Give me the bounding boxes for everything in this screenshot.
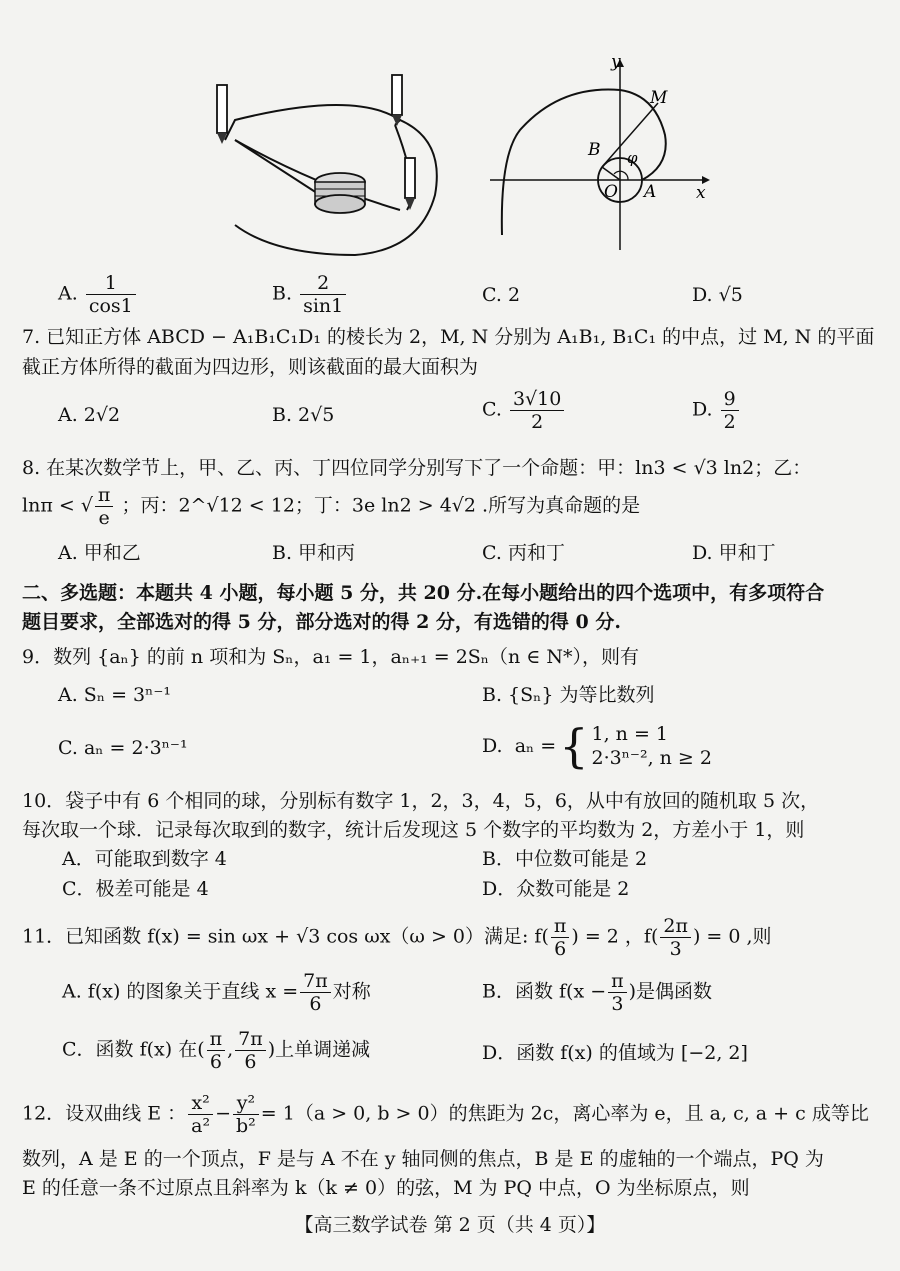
q7-option-a: A. 2√2 xyxy=(58,404,121,426)
q6-option-b: B. $\frac{2}{\sin 1}$ xyxy=(272,272,348,317)
pencil-icon xyxy=(392,75,402,126)
q8-line1: 8. 在某次数学节上，甲、乙、丙、丁四位同学分别写下了一个命题：甲：ln3 < √3 ln2；乙： xyxy=(22,457,812,479)
section2-heading-line1: 二、多选题：本题共 4 小题，每小题 5 分，共 20 分.在每小题给出的四个选项中，有多项符合 xyxy=(22,582,825,604)
q9-option-c: C. aₙ = 2·3ⁿ⁻¹ xyxy=(58,737,188,759)
q12-line1: 12．设双曲线 E ： $\frac{\text{x²}}{\text{a²}}$ − $\frac{\text{y²}}{\text{b²}}$ = 1（a > 0, b > 0）的焦距为 2c，离心率为 e，且 a, c, a + c 成等比 xyxy=(22,1092,869,1137)
label-B: B xyxy=(588,140,601,160)
q10-option-a: A．可能取到数字 4 xyxy=(62,848,227,870)
pencil-icon xyxy=(405,158,415,210)
q6-option-c: C. 2 xyxy=(482,284,521,306)
q9-stem: 9．数列 {aₙ} 的前 n 项和为 Sₙ，a₁ = 1，aₙ₊₁ = 2Sₙ（n ∈ N*），则有 xyxy=(22,646,640,668)
section2-heading-line2: 题目要求，全部选对的得 5 分，部分选对的得 2 分，有选错的得 0 分. xyxy=(22,611,621,633)
label-A: A xyxy=(644,182,657,202)
pencil-icon xyxy=(217,85,227,144)
q8-option-c: C. 丙和丁 xyxy=(482,542,565,564)
q12-line2: 数列，A 是 E 的一个顶点，F 是与 A 不在 y 轴同侧的焦点，B 是 E 的虚轴的一个端点，PQ 为 xyxy=(22,1148,824,1170)
q10-option-d: D．众数可能是 2 xyxy=(482,878,630,900)
q8-option-d: D. 甲和丁 xyxy=(692,542,776,564)
q6-option-d: D. √5 xyxy=(692,284,743,306)
q7-option-c: C. $\frac{3√10}{2}$ xyxy=(482,388,566,433)
q12-line3: E 的任意一条不过原点且斜率为 k（k ≠ 0）的弦，M 为 PQ 中点，O 为坐标原点，则 xyxy=(22,1177,750,1199)
page-footer: 【高三数学试卷 第 2 页（共 4 页）】 xyxy=(294,1214,606,1236)
q8-option-a: A. 甲和乙 xyxy=(58,542,141,564)
q8-option-b: B. 甲和丙 xyxy=(272,542,356,564)
q9-option-d: D. aₙ = { 1, n = 1 2·3ⁿ⁻², n ≥ 2 xyxy=(482,719,712,773)
q11-stem: 11．已知函数 f(x) = sin ωx + √3 cos ωx（ω > 0）满足: f( $\frac{\pi}{6}$ ) = 2 ，f( $\frac{2\pi}{3}$ ) = 0 ,则 xyxy=(22,915,772,960)
q10-line1: 10．袋子中有 6 个相同的球，分别标有数字 1，2，3，4，5，6，从中有放回的随机取 5 次， xyxy=(22,790,820,812)
q9-option-b: B. {Sₙ} 为等比数列 xyxy=(482,684,655,706)
label-y: y xyxy=(611,55,621,72)
q7-option-b: B. 2√5 xyxy=(272,404,335,426)
q11-option-a: A. f(x) 的图象关于直线 x = $\frac{7\pi}{6}$ 对称 xyxy=(62,970,371,1015)
label-M: M xyxy=(650,88,668,108)
q7-option-d: D. $\frac{9}{2}$ xyxy=(692,388,741,433)
q7-line1: 7. 已知正方体 ABCD − A₁B₁C₁D₁ 的棱长为 2，M, N 分别为 A₁B₁, B₁C₁ 的中点，过 M, N 的平面 xyxy=(22,326,875,348)
label-O: O xyxy=(604,182,618,202)
q11-option-d: D．函数 f(x) 的值域为 [−2, 2] xyxy=(482,1042,748,1064)
q10-option-c: C．极差可能是 4 xyxy=(62,878,209,900)
q10-option-b: B．中位数可能是 2 xyxy=(482,848,648,870)
label-phi: φ xyxy=(627,149,638,167)
q6-option-a: A. $\frac{1}{\cos 1}$ xyxy=(58,272,138,317)
label-x: x xyxy=(696,183,706,203)
q10-line2: 每次取一个球．记录每次取到的数字，统计后发现这 5 个数字的平均数为 2，方差小于 1，则 xyxy=(22,819,805,841)
involute-figure xyxy=(480,55,720,255)
pencil-figure xyxy=(195,70,455,265)
q8-line2: lnπ < √ $\frac{\pi}{e}$ ；丙：2^√12 < 12；丁：3e ln2 > 4√2 .所写为真命题的是 xyxy=(22,484,641,529)
q7-line2: 截正方体所得的截面为四边形，则该截面的最大面积为 xyxy=(22,356,479,378)
q11-option-b: B．函数 f(x − $\frac{\pi}{3}$ )是偶函数 xyxy=(482,970,713,1015)
q11-option-c: C．函数 f(x) 在( $\frac{\pi}{6}$ , $\frac{7\pi}{6}$ )上单调递减 xyxy=(62,1028,371,1073)
q9-option-a: A. Sₙ = 3ⁿ⁻¹ xyxy=(58,684,171,706)
